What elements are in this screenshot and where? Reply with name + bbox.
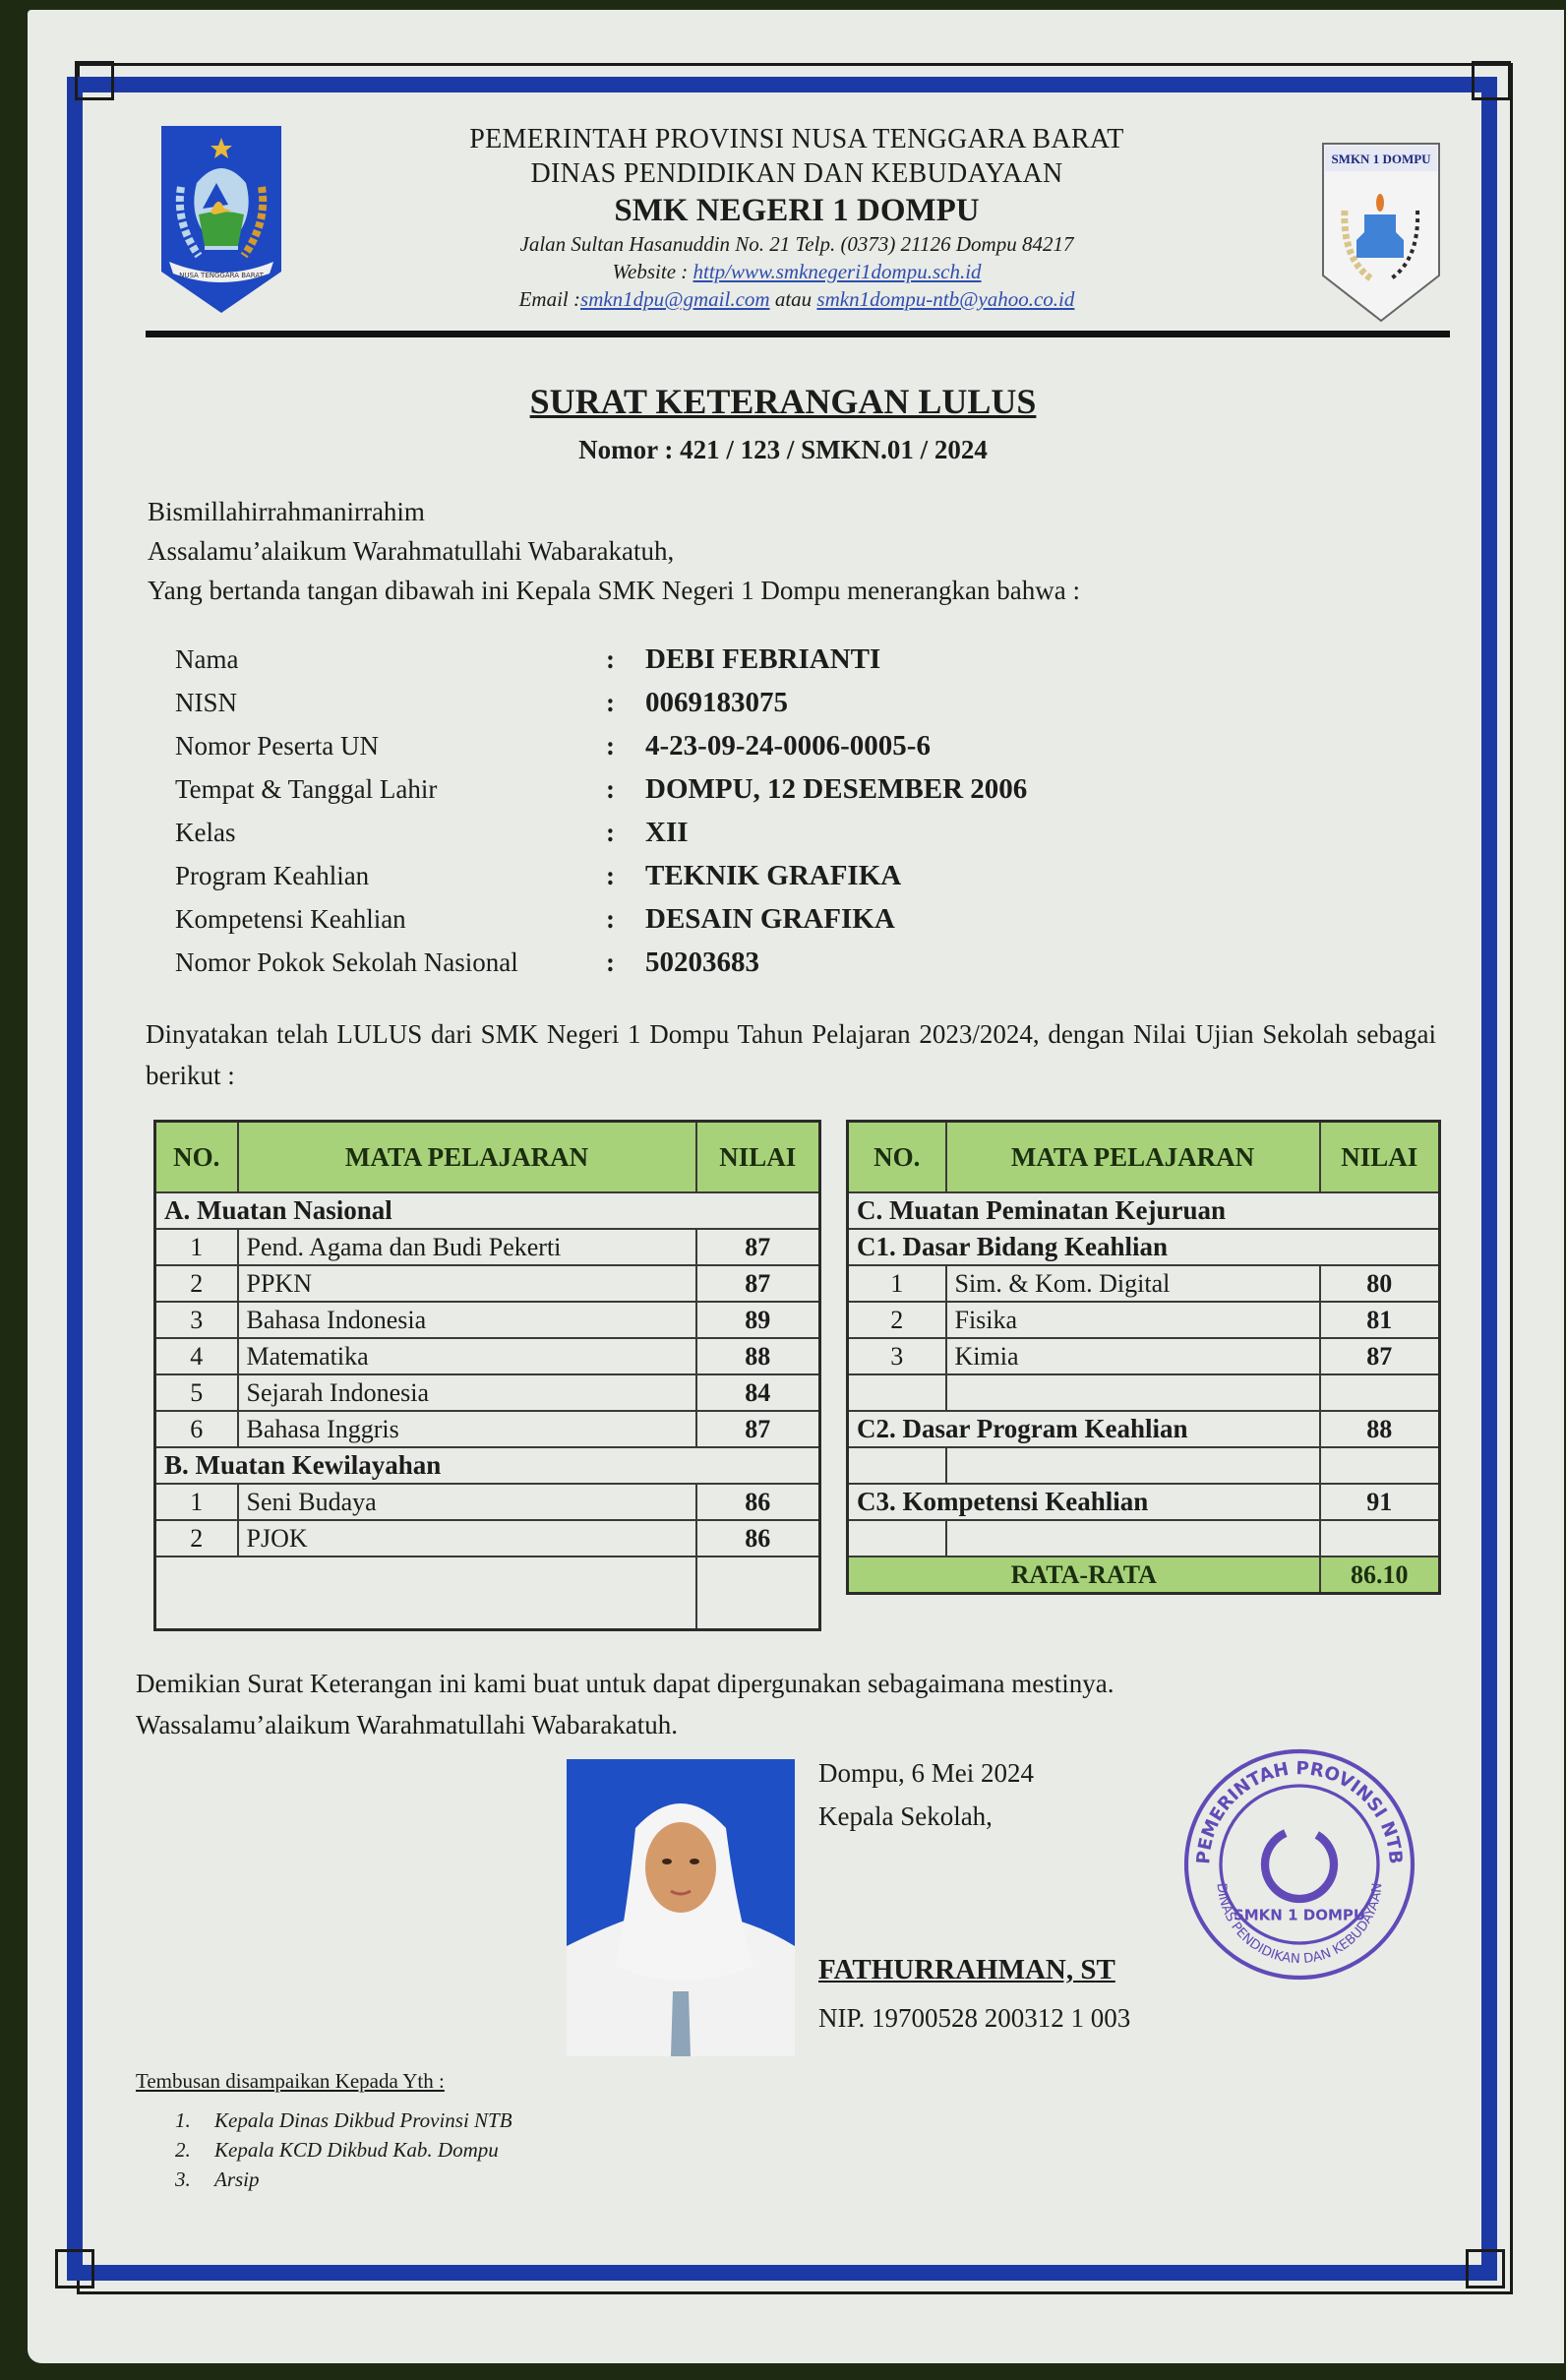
- closing-statement: Demikian Surat Keterangan ini kami buat untuk dapat dipergunakan sebagaimana mestinya.: [136, 1669, 1114, 1698]
- frame-corner-bottom-right: [1466, 2249, 1505, 2288]
- table-row: [155, 1374, 820, 1411]
- table-header-row: [155, 1122, 820, 1193]
- stamp-text-top: PEMERINTAH PROVINSI NTB: [1193, 1758, 1406, 1865]
- table-row: [848, 1338, 1440, 1374]
- frame-corner-top-right: [1472, 61, 1511, 100]
- header-score: NILAI: [1320, 1122, 1440, 1193]
- frame-corner-bottom-left: [55, 2249, 94, 2288]
- identity-row-nomor-peserta: [175, 724, 1027, 767]
- cc-text: Kepala Dinas Dikbud Provinsi NTB: [214, 2108, 512, 2132]
- closing-greeting: Wassalamu’alaikum Warahmatullahi Wabarakatuh.: [136, 1710, 679, 1739]
- cc-text: Arsip: [214, 2167, 260, 2191]
- empty-row: [848, 1374, 1440, 1411]
- header-no: NO.: [848, 1122, 946, 1193]
- carbon-copy-item: [175, 2165, 512, 2194]
- row-score: 84: [696, 1374, 820, 1411]
- identity-label: Program Keahlian: [175, 860, 370, 890]
- table-row: [155, 1484, 820, 1520]
- empty-cell: [946, 1520, 1320, 1556]
- identity-colon: :: [606, 773, 615, 804]
- average-row: [848, 1556, 1440, 1594]
- identity-value: 4-23-09-24-0006-0005-6: [645, 729, 931, 762]
- table-row: [848, 1302, 1440, 1338]
- section-row: [155, 1447, 820, 1484]
- identity-colon: :: [606, 860, 615, 890]
- principal-nip: NIP. 19700528 200312 1 003: [818, 2003, 1131, 2033]
- ntb-province-emblem-icon: [159, 124, 283, 315]
- identity-value: XII: [645, 816, 689, 848]
- row-subject: Matematika: [238, 1338, 696, 1374]
- identity-colon: :: [606, 903, 615, 934]
- cc-number: 3.: [175, 2167, 191, 2191]
- grades-table-left: [153, 1120, 821, 1631]
- row-subject: Sejarah Indonesia: [238, 1374, 696, 1411]
- table-row: [155, 1302, 820, 1338]
- stamp-text-bottom: DINAS PENDIDIKAN DAN KEBUDAYAAN: [1213, 1882, 1386, 1968]
- row-subject: Seni Budaya: [238, 1484, 696, 1520]
- identity-label: Tempat & Tanggal Lahir: [175, 773, 438, 804]
- letterhead-website-line: [295, 258, 1298, 285]
- row-score: 86: [696, 1520, 820, 1556]
- identity-row-kelas: [175, 811, 1027, 854]
- row-score: 87: [1320, 1338, 1440, 1374]
- row-score: 89: [696, 1302, 820, 1338]
- letterhead-school: SMK NEGERI 1 DOMPU: [614, 193, 980, 228]
- identity-colon: :: [606, 730, 615, 761]
- intro-paragraph: [148, 492, 1446, 610]
- row-no: 2: [848, 1302, 946, 1338]
- document-title: SURAT KETERANGAN LULUS: [529, 382, 1037, 421]
- identity-colon: :: [606, 946, 615, 977]
- average-value: 86.10: [1320, 1556, 1440, 1594]
- section-c-label: C. Muatan Peminatan Kejuruan: [848, 1192, 1440, 1229]
- identity-label: Nomor Pokok Sekolah Nasional: [175, 946, 518, 977]
- intro-statement: Yang bertanda tangan dibawah ini Kepala SMK Negeri 1 Dompu menerangkan bahwa :: [148, 576, 1080, 605]
- row-score: 87: [696, 1229, 820, 1265]
- empty-cell: [1320, 1374, 1440, 1411]
- section-b-label: B. Muatan Kewilayahan: [155, 1447, 820, 1484]
- section-row: [155, 1192, 820, 1229]
- empty-cell: [946, 1374, 1320, 1411]
- row-subject: Pend. Agama dan Budi Pekerti: [238, 1229, 696, 1265]
- row-no: 3: [155, 1302, 238, 1338]
- website-link[interactable]: http/www.smknegeri1dompu.sch.id: [693, 260, 982, 283]
- stamp-text-top-wrapper: [1193, 1758, 1406, 1864]
- empty-cell: [1320, 1447, 1440, 1484]
- identity-label: Nomor Peserta UN: [175, 730, 379, 761]
- empty-row: [848, 1520, 1440, 1556]
- empty-cell: [1320, 1520, 1440, 1556]
- official-stamp: [1176, 1741, 1422, 1987]
- row-no: 4: [155, 1338, 238, 1374]
- section-c1-label: C1. Dasar Bidang Keahlian: [848, 1229, 1440, 1265]
- smkn1-dompu-emblem-icon: [1321, 142, 1441, 323]
- identity-value: DESAIN GRAFIKA: [645, 902, 895, 935]
- row-no: 1: [155, 1484, 238, 1520]
- identity-value: DEBI FEBRIANTI: [645, 642, 881, 675]
- signature-place-date: Dompu, 6 Mei 2024: [818, 1758, 1034, 1788]
- table-row: [155, 1338, 820, 1374]
- identity-colon: :: [606, 643, 615, 674]
- empty-cell: [848, 1447, 946, 1484]
- row-score: 86: [696, 1484, 820, 1520]
- empty-cell: [848, 1520, 946, 1556]
- section-c2-score: 88: [1320, 1411, 1440, 1447]
- cc-number: 1.: [175, 2108, 191, 2132]
- identity-label: Kompetensi Keahlian: [175, 903, 406, 934]
- email-label: Email :: [518, 287, 581, 311]
- section-c2-label: C2. Dasar Program Keahlian: [848, 1411, 1320, 1447]
- row-score: 81: [1320, 1302, 1440, 1338]
- row-score: 87: [696, 1411, 820, 1447]
- row-subject: Bahasa Inggris: [238, 1411, 696, 1447]
- graduation-statement: Dinyatakan telah LULUS dari SMK Negeri 1 Dompu Tahun Pelajaran 2023/2024, dengan Nilai Ujian Sekolah sebagai berikut :: [146, 1019, 1436, 1090]
- section-row: [848, 1411, 1440, 1447]
- identity-value: 50203683: [645, 946, 759, 978]
- school-emblem-text: SMKN 1 DOMPU: [1331, 152, 1431, 166]
- row-no: 5: [155, 1374, 238, 1411]
- intro-greeting: Assalamu’alaikum Warahmatullahi Wabarakatuh,: [148, 536, 675, 566]
- section-row: [848, 1229, 1440, 1265]
- identity-colon: :: [606, 817, 615, 847]
- signature-position: Kepala Sekolah,: [818, 1801, 993, 1831]
- identity-row-npsn: [175, 941, 1027, 984]
- empty-cell: [155, 1556, 696, 1630]
- grades-table-right: [846, 1120, 1441, 1595]
- section-row: [848, 1484, 1440, 1520]
- header-subject: MATA PELAJARAN: [946, 1122, 1320, 1193]
- emblem-ribbon-text: NUSA TENGGARA BARAT: [179, 272, 264, 279]
- closing-paragraph: [136, 1663, 1114, 1745]
- frame-corner-top-left: [75, 61, 114, 100]
- row-no: 6: [155, 1411, 238, 1447]
- principal-name: FATHURRAHMAN, ST: [818, 1954, 1115, 1985]
- row-subject: PJOK: [238, 1520, 696, 1556]
- letterhead-address: Jalan Sultan Hasanuddin No. 21 Telp. (0373) 21126 Dompu 84217: [519, 232, 1074, 256]
- identity-colon: :: [606, 687, 615, 717]
- row-subject: PPKN: [238, 1265, 696, 1302]
- student-identity: [175, 638, 1027, 984]
- empty-cell: [848, 1374, 946, 1411]
- row-score: 87: [696, 1265, 820, 1302]
- empty-row: [848, 1447, 1440, 1484]
- identity-row-program: [175, 854, 1027, 897]
- identity-label: Nama: [175, 643, 239, 674]
- letterhead-email-line: [295, 285, 1298, 313]
- row-subject: Sim. & Kom. Digital: [946, 1265, 1320, 1302]
- signature-block: [818, 1751, 1034, 1838]
- carbon-copy-item: [175, 2105, 512, 2135]
- identity-value: TEKNIK GRAFIKA: [645, 859, 902, 891]
- header-score: NILAI: [696, 1122, 820, 1193]
- letterhead-department: DINAS PENDIDIKAN DAN KEBUDAYAAN: [530, 158, 1063, 189]
- identity-row-kompetensi: [175, 897, 1027, 941]
- letterhead-government: PEMERINTAH PROVINSI NUSA TENGGARA BARAT: [469, 124, 1124, 154]
- student-photo: [567, 1759, 795, 2056]
- carbon-copy-title: Tembusan disampaikan Kepada Yth :: [136, 2069, 445, 2093]
- section-c3-label: C3. Kompetensi Keahlian: [848, 1484, 1320, 1520]
- empty-row: [155, 1556, 820, 1630]
- row-subject: Fisika: [946, 1302, 1320, 1338]
- row-subject: Kimia: [946, 1338, 1320, 1374]
- row-no: 2: [155, 1520, 238, 1556]
- identity-label: Kelas: [175, 817, 236, 847]
- carbon-copy: [136, 2066, 512, 2194]
- website-label: Website :: [612, 260, 693, 283]
- email-link-gmail[interactable]: smkn1dpu@gmail.com: [580, 287, 770, 311]
- table-row: [155, 1229, 820, 1265]
- cc-text: Kepala KCD Dikbud Kab. Dompu: [214, 2138, 499, 2162]
- average-label: RATA-RATA: [848, 1556, 1320, 1594]
- section-c3-score: 91: [1320, 1484, 1440, 1520]
- table-row: [155, 1520, 820, 1556]
- row-no: 3: [848, 1338, 946, 1374]
- table-row: [848, 1265, 1440, 1302]
- table-row: [155, 1411, 820, 1447]
- cc-number: 2.: [175, 2138, 191, 2162]
- stamp-text-center: SMKN 1 DOMPU: [1233, 1906, 1366, 1924]
- row-subject: Bahasa Indonesia: [238, 1302, 696, 1338]
- row-score: 80: [1320, 1265, 1440, 1302]
- table-header-row: [848, 1122, 1440, 1193]
- carbon-copy-item: [175, 2135, 512, 2165]
- identity-value: DOMPU, 12 DESEMBER 2006: [645, 772, 1028, 805]
- identity-row-ttl: [175, 767, 1027, 811]
- row-no: 1: [848, 1265, 946, 1302]
- identity-row-nisn: [175, 681, 1027, 724]
- empty-cell: [946, 1447, 1320, 1484]
- letterhead-divider: [146, 331, 1450, 337]
- header-no: NO.: [155, 1122, 238, 1193]
- identity-value: 0069183075: [645, 686, 788, 718]
- empty-cell: [696, 1556, 820, 1630]
- row-no: 1: [155, 1229, 238, 1265]
- document-number: Nomor : 421 / 123 / SMKN.01 / 2024: [578, 435, 988, 464]
- letterhead: [295, 122, 1298, 313]
- section-a-label: A. Muatan Nasional: [155, 1192, 820, 1229]
- row-score: 88: [696, 1338, 820, 1374]
- table-row: [155, 1265, 820, 1302]
- email-link-yahoo[interactable]: smkn1dompu-ntb@yahoo.co.id: [816, 287, 1075, 311]
- identity-row-nama: [175, 638, 1027, 681]
- header-subject: MATA PELAJARAN: [238, 1122, 696, 1193]
- email-separator: atau: [769, 287, 817, 311]
- identity-label: NISN: [175, 687, 238, 717]
- section-row: [848, 1192, 1440, 1229]
- intro-basmalah: Bismillahirrahmanirrahim: [148, 497, 425, 526]
- row-no: 2: [155, 1265, 238, 1302]
